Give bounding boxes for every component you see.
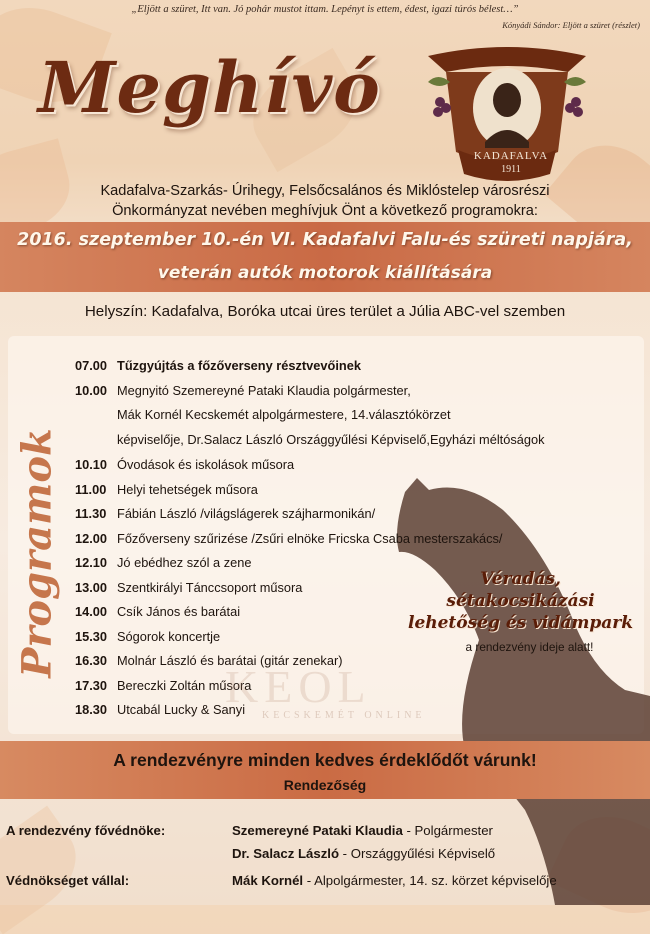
schedule-time: 14.00 [75,604,108,619]
patron-1 [232,823,493,838]
side-line-3: lehetőség és vidámpark [407,613,633,633]
schedule-text: Sógorok koncertje [117,628,221,644]
schedule-row [75,457,294,472]
patron-2 [232,846,495,861]
schedule-text: Helyi tehetségek műsora [117,481,258,497]
watermark-subtitle: KECSKEMÉT ONLINE [262,710,426,721]
sponsor-1 [232,873,557,888]
headline-line-1: 2016. szeptember 10.-én VI. Kadafalvi Falu-és szüreti napjára, [17,230,633,250]
schedule-time: 10.10 [75,457,108,472]
schedule-row [75,531,502,546]
patron-1-role: - Polgármester [402,823,493,838]
schedule-time: 17.30 [75,677,108,693]
schedule-text: Jó ebédhez szól a zene [117,555,252,570]
schedule-row [75,482,258,497]
schedule-row [75,358,361,373]
patron-2-role: - Országgyűlési Képviselő [339,846,496,861]
schedule-text: Utcabál Lucky & Sanyi [117,702,246,717]
schedule-row [75,629,220,644]
patron-label: A rendezvény fővédnöke: [6,823,166,838]
schedule-time: 12.10 [75,555,108,570]
schedule-time: 11.30 [75,506,107,521]
intro-line-2: Önkormányzat nevében meghívjuk Önt a következő programokra: [112,203,538,219]
intro-line-1: Kadafalva-Szarkás- Úrihegy, Felsőcsalános és Miklóstelep városrészi [100,183,550,199]
schedule-text: Megnyitó Szemereyné Pataki Klaudia polgármester, [117,382,411,398]
location: Helyszín: Kadafalva, Boróka utcai üres terület a Júlia ABC-vel szemben [84,303,566,320]
schedule-continuation: Mák Kornél Kecskemét alpolgármestere, 14.választókörzet [117,407,451,422]
poem-quote: „Eljött a szüret, Itt van. Jó pohár mustot ittam. Lepényt is ettem, édest, igazi túrós bélest…” [131,4,519,15]
schedule-time: 10.00 [75,382,108,398]
crest-name: KADAFALVA [473,150,549,162]
sponsor-1-role: - Alpolgármester, 14. sz. körzet képviselője [303,873,557,888]
patron-2-name: Dr. Salacz László [232,846,340,861]
schedule-row [75,555,251,570]
schedule-text: Főzőverseny szűrizése /Zsűri elnöke Fricska Csaba mesterszakács/ [117,530,503,546]
schedule-time: 13.00 [75,579,108,595]
page-title: Meghívó [38,46,381,129]
schedule-text: Szentkirályi Tánccsoport műsora [117,579,303,595]
side-line-2: sétakocsikázási [446,591,595,611]
sponsor-label: Védnökséget vállal: [6,873,130,888]
side-announcement [398,568,643,654]
headline-line-2: veterán autók motorok kiállítására [157,263,493,283]
schedule-row [75,580,302,595]
schedule-time: 18.30 [75,702,108,717]
schedule-time: 16.30 [75,653,108,668]
welcome-text: A rendezvényre minden kedves érdeklődőt várunk! [113,750,537,770]
schedule-continuation: képviselője, Dr.Salacz László Országgyűlési Képviselő,Egyházi méltóságok [117,432,545,447]
watermark: KEOL [225,661,372,712]
schedule-row [75,604,240,619]
crest-year: 1911 [501,164,521,175]
schedule-row [75,506,375,521]
schedule-text: Csík János és barátai [117,604,241,619]
schedule-time: 11.00 [75,481,107,497]
schedule-time: 15.30 [75,628,108,644]
quote-author: Kónyádi Sándor: Eljött a szüret (részlet) [502,20,640,30]
schedule-time: 07.00 [75,358,108,373]
sponsor-1-name: Mák Kornél [232,873,304,888]
side-line-1: Véradás, [480,569,561,589]
schedule-text: Fábián László /világslágerek szájharmonikán/ [117,506,376,521]
schedule-time: 12.00 [75,530,108,546]
patron-1-name: Szemereyné Pataki Klaudia [232,823,403,838]
schedule-text: Óvodások és iskolások műsora [117,457,295,472]
organizer: Rendezőség [283,777,367,793]
schedule-text: Molnár László és barátai (gitár zenekar) [117,653,343,668]
schedule-row [75,383,411,398]
side-note: a rendezvény ideje alatt! [465,640,594,654]
schedule-text: Bereczki Zoltán műsora [117,677,252,693]
schedule-text: Tűzgyújtás a főzőverseny résztvevőinek [117,358,361,373]
program-vertical-label: Programok [13,428,61,678]
schedule-row [75,702,245,717]
